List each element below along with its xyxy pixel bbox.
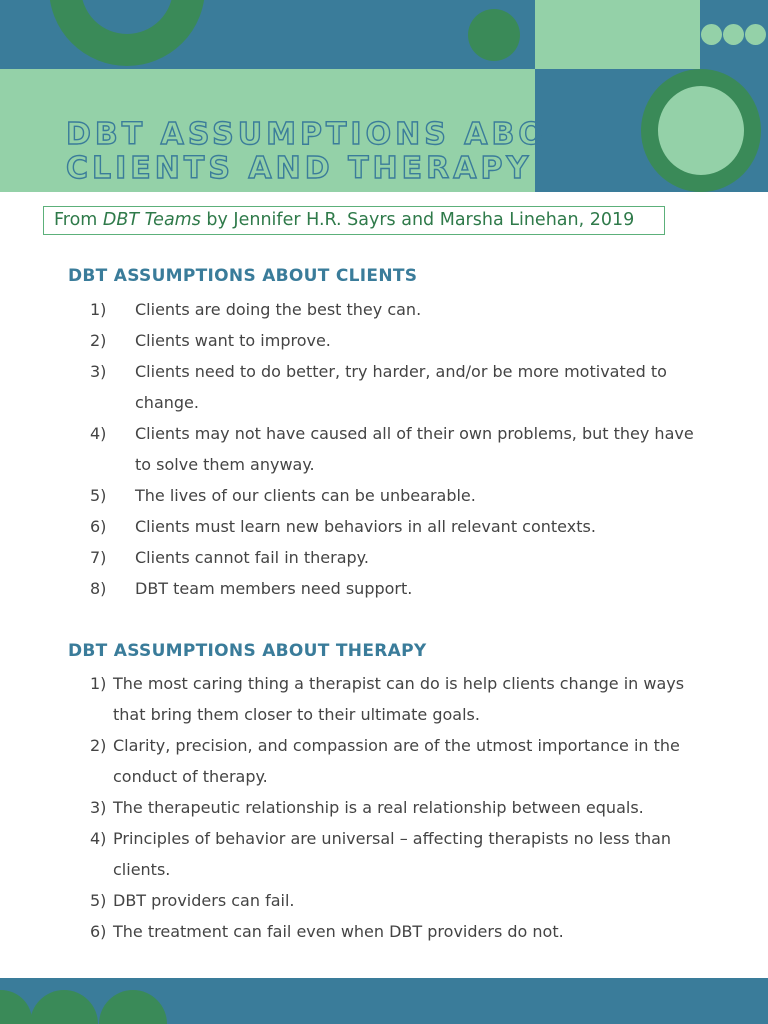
- section-heading-therapy: DBT ASSUMPTIONS ABOUT THERAPY: [68, 641, 427, 661]
- list-text: Clients cannot fail in therapy.: [135, 548, 369, 567]
- list-item: [90, 792, 690, 823]
- list-number: 4): [90, 829, 107, 848]
- footer-band: [0, 978, 768, 1024]
- list-number: 1): [90, 674, 107, 693]
- list-item: [90, 730, 690, 792]
- list-item: [90, 573, 700, 604]
- clients-list: [90, 294, 700, 604]
- list-item: [90, 511, 700, 542]
- source-citation: [43, 206, 665, 235]
- footer-circle-decoration: [30, 990, 98, 1024]
- small-dot-decoration: [745, 24, 766, 45]
- small-dot-decoration: [701, 24, 722, 45]
- list-number: 1): [90, 300, 107, 319]
- list-item: [90, 418, 700, 480]
- therapy-list: [90, 668, 690, 947]
- list-text: DBT providers can fail.: [113, 891, 295, 910]
- list-item: [90, 668, 690, 730]
- list-item: [90, 480, 700, 511]
- list-number: 8): [90, 579, 107, 598]
- list-text: The most caring thing a therapist can do is help clients change in ways that bring them closer to their ultimate goals.: [113, 674, 685, 724]
- list-item: [90, 542, 700, 573]
- list-number: 7): [90, 548, 107, 567]
- list-text: Clients must learn new behaviors in all relevant contexts.: [135, 517, 596, 536]
- list-text: Clients want to improve.: [135, 331, 331, 350]
- list-number: 5): [90, 891, 107, 910]
- list-number: 3): [90, 362, 107, 381]
- page-title: [66, 118, 601, 186]
- list-text: Clients may not have caused all of their own problems, but they have to solve them anyway.: [135, 424, 694, 474]
- list-number: 3): [90, 798, 107, 817]
- list-item: [90, 916, 690, 947]
- list-text: The lives of our clients can be unbearable.: [135, 486, 476, 505]
- list-item: [90, 823, 690, 885]
- right-ring-decoration: [641, 69, 761, 192]
- source-prefix: From: [54, 210, 103, 230]
- footer-circle-decoration: [0, 990, 32, 1024]
- top-circle-decoration: [468, 9, 520, 61]
- footer-circle-decoration: [99, 990, 167, 1024]
- list-item: [90, 294, 700, 325]
- list-item: [90, 356, 700, 418]
- small-dot-decoration: [723, 24, 744, 45]
- list-number: 4): [90, 424, 107, 443]
- list-text: DBT team members need support.: [135, 579, 413, 598]
- list-number: 5): [90, 486, 107, 505]
- top-right-green-block: [535, 0, 700, 69]
- list-text: Clients need to do better, try harder, and/or be more motivated to change.: [135, 362, 667, 412]
- title-line: DBT ASSUMPTIONS ABOUT: [66, 117, 601, 152]
- list-number: 6): [90, 517, 107, 536]
- section-heading-clients: DBT ASSUMPTIONS ABOUT CLIENTS: [68, 266, 418, 286]
- source-suffix: by Jennifer H.R. Sayrs and Marsha Linehan, 2019: [200, 210, 635, 230]
- title-line: CLIENTS AND THERAPY: [66, 151, 533, 186]
- list-item: [90, 885, 690, 916]
- list-text: Principles of behavior are universal – affecting therapists no less than clients.: [113, 829, 672, 879]
- list-number: 2): [90, 736, 107, 755]
- list-number: 2): [90, 331, 107, 350]
- list-number: 6): [90, 922, 107, 941]
- book-title: DBT Teams: [102, 210, 201, 230]
- list-item: [90, 325, 700, 356]
- list-text: Clarity, precision, and compassion are of the utmost importance in the conduct of therapy.: [113, 736, 680, 786]
- list-text: The therapeutic relationship is a real relationship between equals.: [113, 798, 644, 817]
- list-text: The treatment can fail even when DBT providers do not.: [113, 922, 564, 941]
- list-text: Clients are doing the best they can.: [135, 300, 422, 319]
